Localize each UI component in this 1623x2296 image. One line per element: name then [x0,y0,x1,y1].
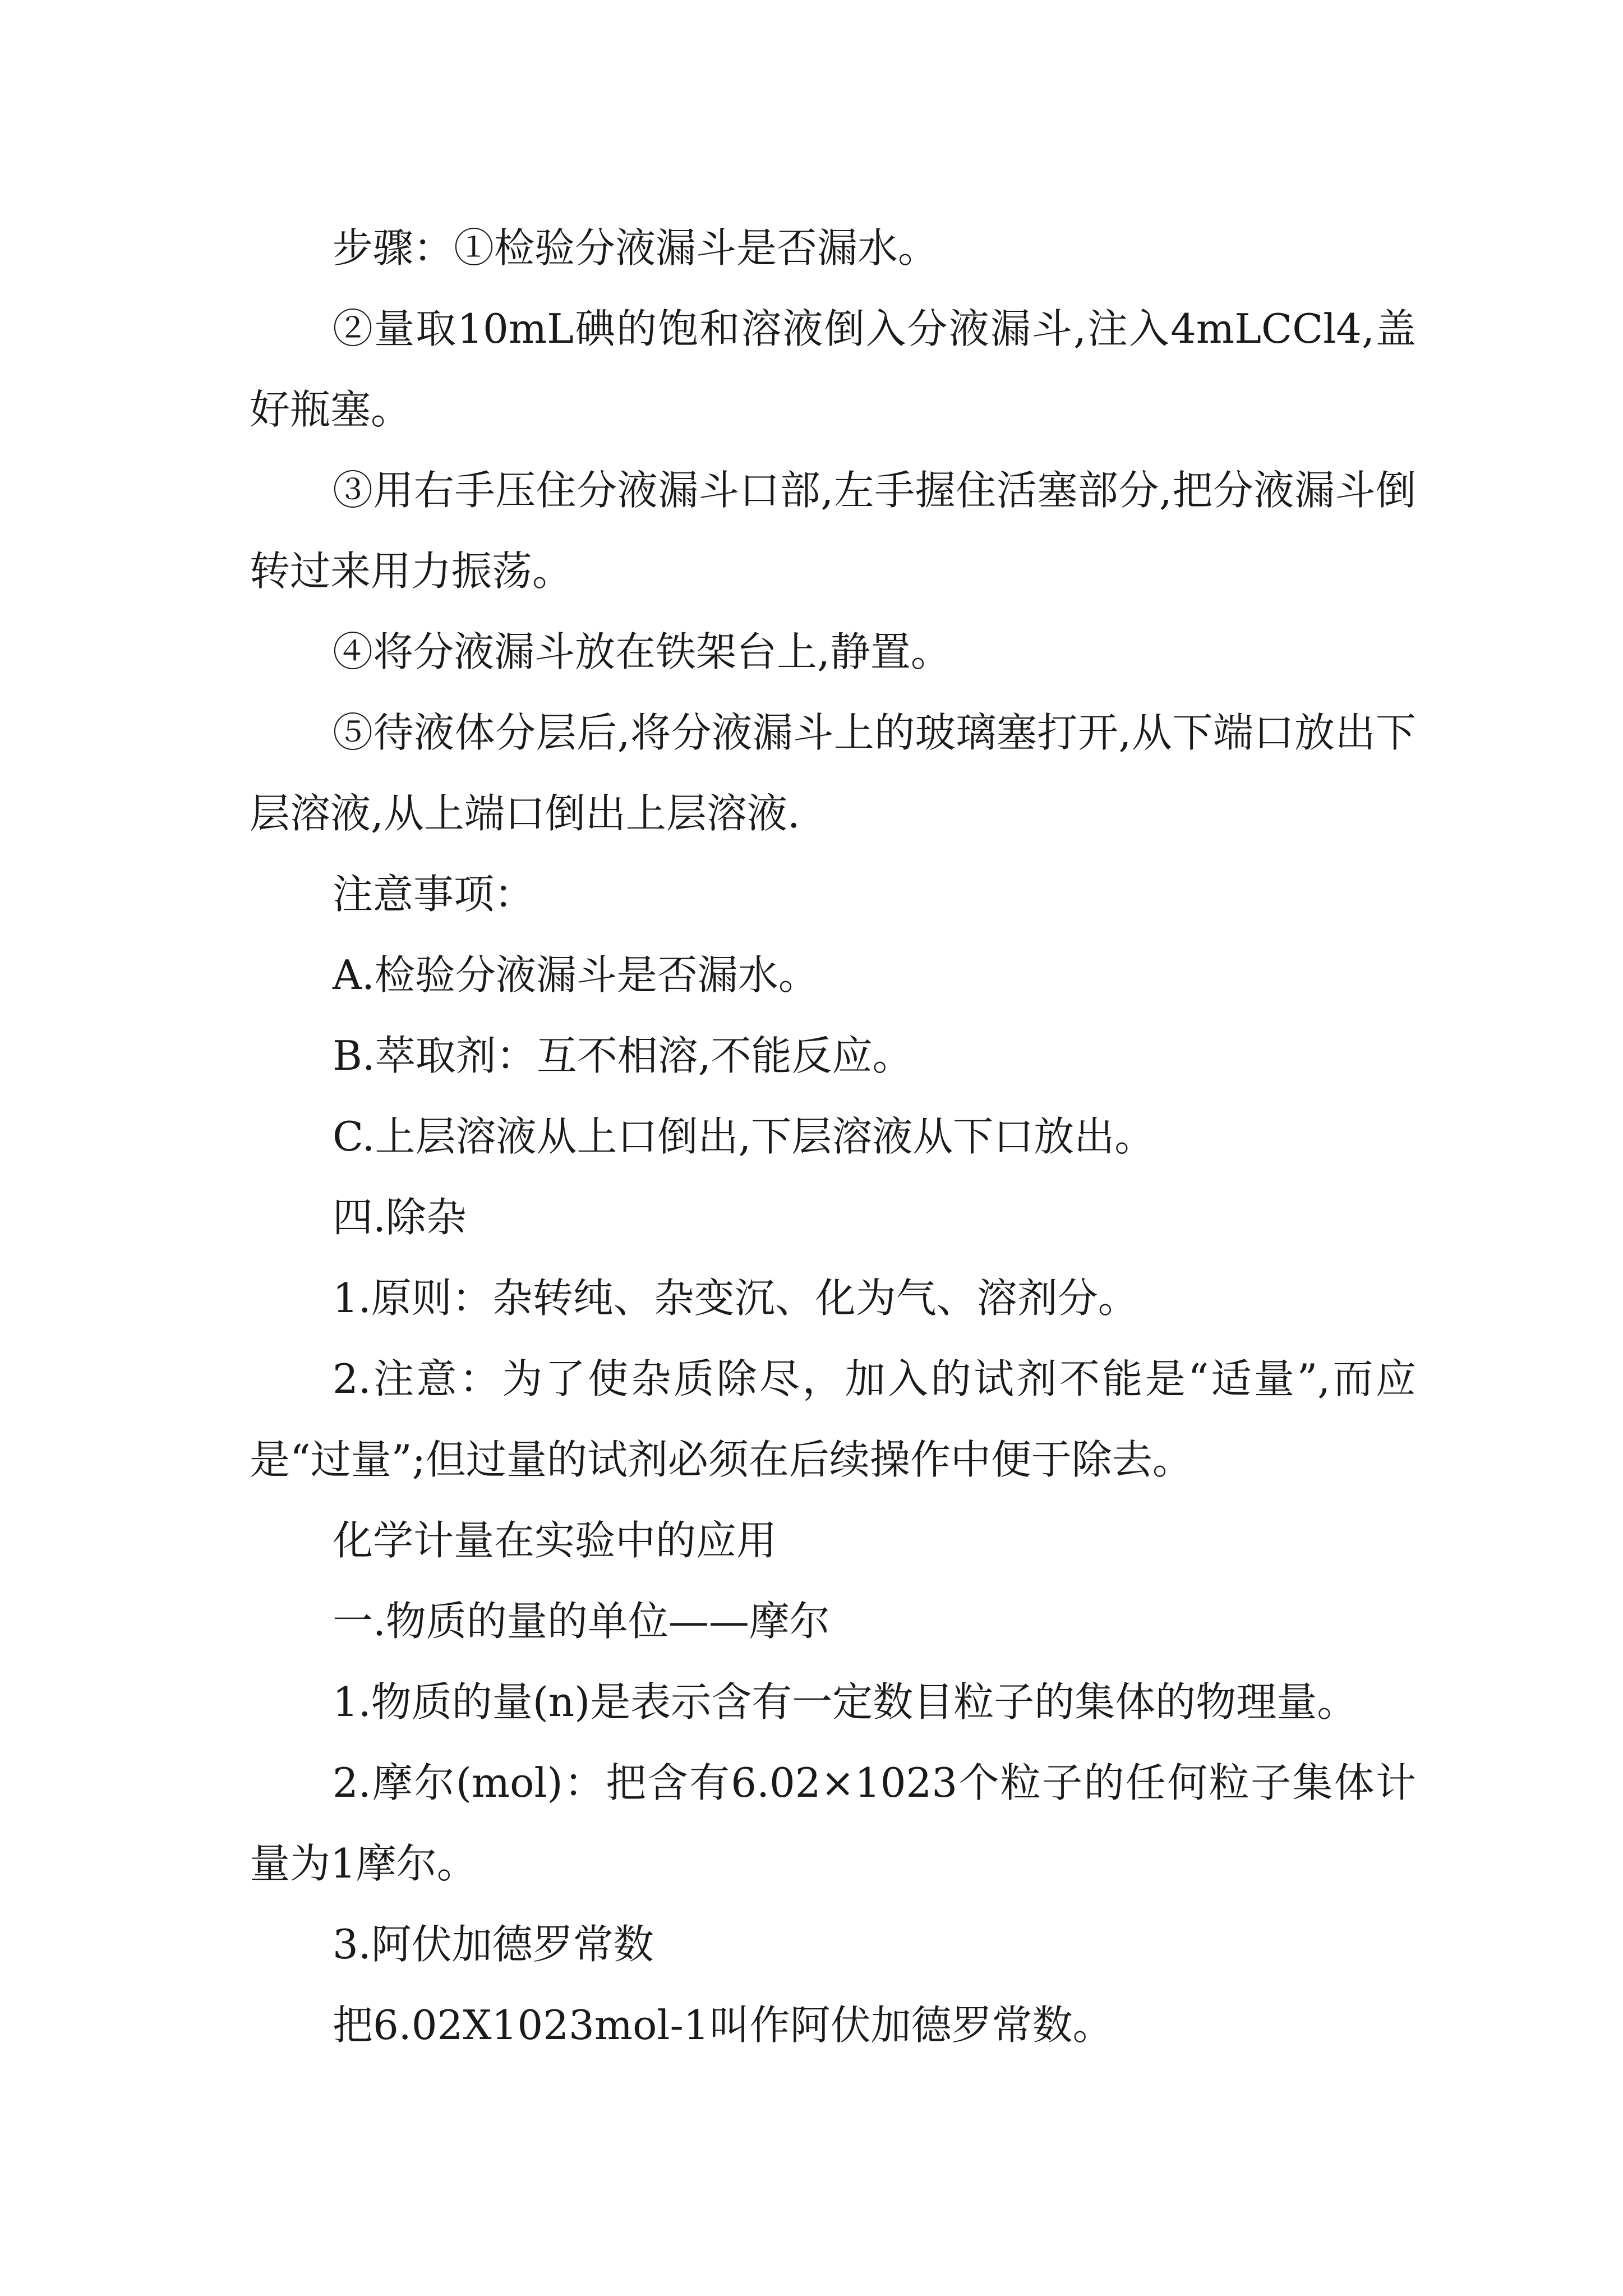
document-body [250,208,1416,2065]
step-1-paragraph: 步骤：①检验分液漏斗是否漏水。 [333,224,939,272]
avogadro-heading: 3.阿伏加德罗常数 [333,1921,654,1968]
amount-of-substance-paragraph: 1.物质的量(n)是表示含有一定数目粒子的集体的物理量。 [333,1678,1358,1726]
chapter-title: 化学计量在实验中的应用 [333,1517,777,1564]
note-b-paragraph: B.萃取剂：互不相溶,不能反应。 [333,1032,913,1079]
notes-heading: 注意事项： [333,871,535,918]
step-3-paragraph: ③用右手压住分液漏斗口部,左手握住活塞部分,把分液漏斗倒转过来用力振荡。 [250,467,1416,595]
note-c-paragraph: C.上层溶液从上口倒出,下层溶液从下口放出。 [333,1113,1155,1160]
step-2-paragraph: ②量取10mL碘的饱和溶液倒入分液漏斗,注入4mLCCl4,盖好瓶塞。 [250,305,1416,433]
step-5-paragraph: ⑤待液体分层后,将分液漏斗上的玻璃塞打开,从下端口放出下层溶液,从上端口倒出上层溶液. [250,709,1416,837]
section-one-heading: 一.物质的量的单位——摩尔 [333,1598,830,1645]
mole-paragraph: 2.摩尔(mol)：把含有6.02×1023个粒子的任何粒子集体计量为1摩尔。 [250,1759,1416,1887]
avogadro-paragraph: 把6.02X1023mol-1叫作阿伏加德罗常数。 [333,2001,1113,2049]
step-4-paragraph: ④将分液漏斗放在铁架台上,静置。 [333,628,951,675]
attention-paragraph: 2.注意：为了使杂质除尽，加入的试剂不能是“适量”,而应是“过量”;但过量的试剂必须在后续操作中便于除去。 [250,1355,1416,1483]
section-four-heading: 四.除杂 [333,1194,467,1241]
principle-paragraph: 1.原则：杂转纯、杂变沉、化为气、溶剂分。 [333,1274,1138,1322]
note-a-paragraph: A.检验分液漏斗是否漏水。 [333,951,819,999]
